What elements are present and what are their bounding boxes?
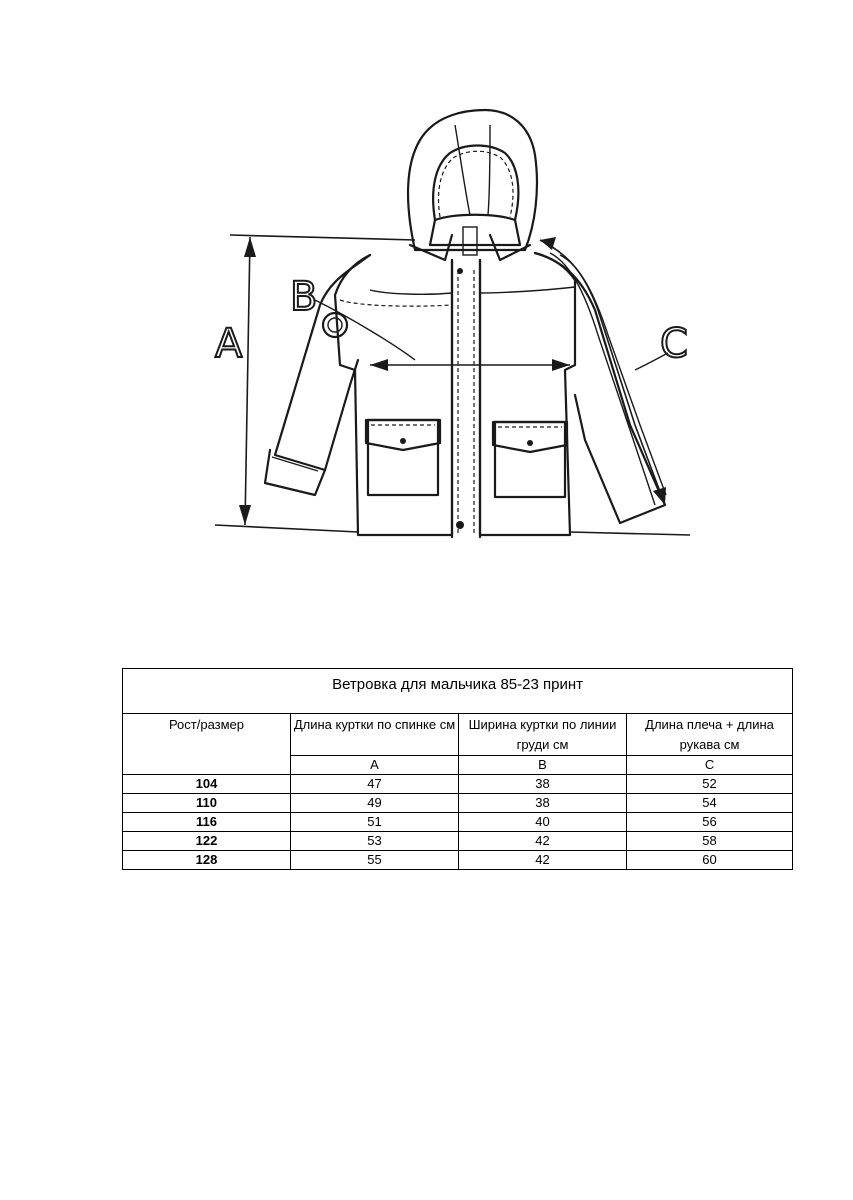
letter-a: A [291,756,459,775]
table-title: Ветровка для мальчика 85-23 принт [123,669,793,714]
table-row [123,851,793,870]
header-width: Ширина куртки по линии груди см [459,714,627,756]
length-cell: 51 [291,813,459,832]
length-cell: 55 [291,851,459,870]
letter-c: C [627,756,793,775]
table-row [123,794,793,813]
jacket-sketch [190,95,730,565]
dimension-label-a: A [215,321,243,367]
size-cell: 104 [123,775,291,794]
width-cell: 40 [459,813,627,832]
table-row [123,775,793,794]
sleeve-cell: 54 [627,794,793,813]
right-sleeve [535,253,665,523]
width-cell: 42 [459,851,627,870]
length-cell: 49 [291,794,459,813]
sleeve-cell: 52 [627,775,793,794]
dimension-label-b: B [290,274,318,320]
header-size: Рост/размер [123,714,291,775]
sleeve-cell: 58 [627,832,793,851]
header-sleeve: Длина плеча + длина рукава см [627,714,793,756]
size-chart-table [122,668,793,870]
dimension-label-c: C [660,321,688,367]
width-cell: 42 [459,832,627,851]
length-cell: 47 [291,775,459,794]
width-cell: 38 [459,794,627,813]
width-cell: 38 [459,775,627,794]
letter-b: B [459,756,627,775]
size-cell: 116 [123,813,291,832]
sleeve-cell: 60 [627,851,793,870]
jacket-technical-drawing [190,95,730,565]
table-row [123,813,793,832]
table-row [123,832,793,851]
sleeve-cell: 56 [627,813,793,832]
jacket-body-left [335,255,452,535]
length-cell: 53 [291,832,459,851]
hood-opening [433,146,518,221]
size-cell: 128 [123,851,291,870]
header-length: Длина куртки по спинке см [291,714,459,756]
size-cell: 110 [123,794,291,813]
size-cell: 122 [123,832,291,851]
